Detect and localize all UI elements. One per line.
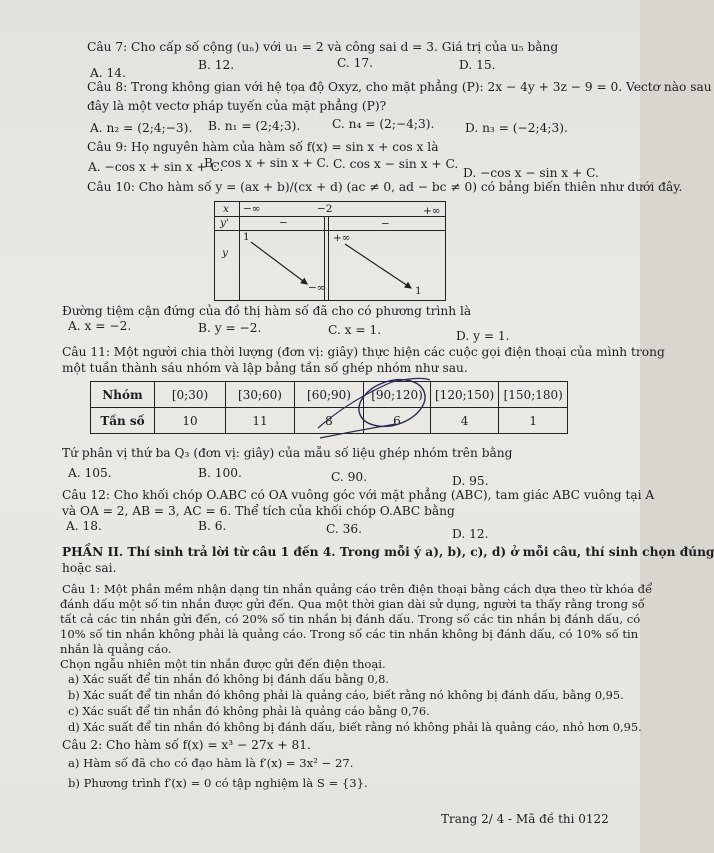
- vt-y-bot-left: −∞: [308, 282, 326, 294]
- vt-arrows: [215, 202, 445, 300]
- table-cell: 11: [226, 408, 295, 434]
- q9-option-c: C. cos x − sin x + C.: [333, 157, 459, 171]
- q7-option-b: B. 12.: [198, 58, 235, 72]
- table-cell: [30;60): [226, 382, 295, 408]
- q11-option-c: C. 90.: [331, 470, 368, 484]
- q12-option-c: C. 36.: [326, 522, 363, 536]
- table-cell: Tần số: [91, 408, 155, 434]
- q10-option-b: B. y = −2.: [198, 321, 262, 335]
- page-footer: Trang 2/ 4 - Mã đề thi 0122: [441, 812, 609, 826]
- table-cell: 1: [499, 408, 568, 434]
- table-row: [91, 382, 568, 408]
- c2-stem: Câu 2: Cho hàm số f(x) = x³ − 27x + 81.: [62, 738, 311, 752]
- q9-option-b: B. cos x + sin x + C.: [204, 156, 330, 170]
- table-cell: [150;180): [499, 382, 568, 408]
- q10-after: Đường tiệm cận đứng của đồ thị hàm số đã cho có phương trình là: [62, 304, 472, 318]
- q8-option-b: B. n₁ = (2;4;3).: [208, 119, 301, 133]
- q8-option-d: D. n₃ = (−2;4;3).: [465, 121, 568, 135]
- table-cell: Nhóm: [91, 382, 155, 408]
- q7-option-a: A. 14.: [90, 66, 126, 80]
- c2-item-a: a) Hàm số đã cho có đạo hàm là f′(x) = 3x² − 27.: [68, 756, 354, 770]
- vt-y-label: y: [222, 247, 228, 259]
- q10-stem: Câu 10: Cho hàm số y = (ax + b)/(cx + d) (ac ≠ 0, ad − bc ≠ 0) có bảng biến thiên như dưới đây.: [87, 180, 683, 194]
- vt-y-bot-right: 1: [415, 285, 422, 297]
- vt-yprime-label: y': [220, 217, 229, 229]
- q12-option-d: D. 12.: [452, 527, 489, 541]
- table-cell: [60;90): [295, 382, 364, 408]
- vt-sign-2: −: [381, 218, 390, 230]
- q11-stem: Câu 11: Một người chia thời lượng (đơn vị: giây) thực hiện các cuộc gọi điện thoại của mình trong: [62, 345, 665, 359]
- q8-stem: Câu 8: Trong không gian với hệ tọa độ Oxyz, cho mặt phẳng (P): 2x − 4y + 3z − 9 = 0. Vectơ nào sau: [87, 80, 712, 94]
- table-cell: [120;150): [431, 382, 499, 408]
- table-cell: 8: [295, 408, 364, 434]
- vt-x-left: −∞: [243, 203, 261, 215]
- q8-option-c: C. n₄ = (2;−4;3).: [332, 117, 435, 131]
- vt-x-right: +∞: [423, 205, 441, 217]
- vt-x-mid: −2: [317, 203, 333, 215]
- q7-option-d: D. 15.: [459, 58, 496, 72]
- q10-option-c: C. x = 1.: [328, 323, 382, 337]
- q7-option-c: C. 17.: [337, 56, 374, 70]
- q9-stem: Câu 9: Họ nguyên hàm của hàm số f(x) = sin x + cos x là: [87, 140, 439, 154]
- vt-y-top-left: 1: [243, 231, 250, 243]
- c1-line-1: Câu 1: Một phần mềm nhận dạng tin nhắn quảng cáo trên điện thoại bằng cách dựa theo từ khóa để: [62, 582, 653, 596]
- c1-line-5: nhắn là quảng cáo.: [60, 642, 172, 656]
- q10-option-a: A. x = −2.: [68, 319, 132, 333]
- q9-option-a: A. −cos x + sin x + C.: [88, 160, 224, 174]
- q12-stem: Câu 12: Cho khối chóp O.ABC có OA vuông góc với mặt phẳng (ABC), tam giác ABC vuông tại A: [62, 488, 655, 502]
- c1-item-c: c) Xác suất để tin nhắn đó không phải là quảng cáo bằng 0,76.: [68, 704, 430, 718]
- table-cell: 10: [155, 408, 226, 434]
- c2-item-b: b) Phương trình f′(x) = 0 có tập nghiệm là S = {3}.: [68, 776, 368, 790]
- q11-option-d: D. 95.: [452, 474, 489, 488]
- c1-line-2: đánh dấu một số tin nhắn được gửi đến. Qua một thời gian dài sử dụng, người ta thấy rằng trong số: [60, 597, 645, 611]
- q12-stem-2: và OA = 2, AB = 3, AC = 6. Thể tích của khối chóp O.ABC bằng: [62, 504, 455, 518]
- vt-y-top-right: +∞: [333, 232, 351, 244]
- q9-option-d: D. −cos x − sin x + C.: [463, 166, 599, 180]
- q8-option-a: A. n₂ = (2;4;−3).: [90, 121, 193, 135]
- q12-option-a: A. 18.: [66, 519, 102, 533]
- part2-heading-2: hoặc sai.: [62, 561, 117, 575]
- q8-stem-2: đây là một vectơ pháp tuyến của mặt phẳng (P)?: [87, 99, 387, 113]
- c1-item-d: d) Xác suất để tin nhắn đó không bị đánh dấu, biết rằng nó không phải là quảng cáo, nhỏ hơn 0,95.: [68, 720, 642, 734]
- c1-line-4: 10% số tin nhắn không phải là quảng cáo. Trong số các tin nhắn không bị đánh dấu, có 10% số tin: [60, 627, 639, 641]
- q11-option-a: A. 105.: [68, 466, 112, 480]
- vt-sign-1: −: [279, 217, 288, 229]
- q11-stem-2: một tuần thành sáu nhóm và lập bảng tần số ghép nhóm như sau.: [62, 361, 468, 375]
- table-cell: [0;30): [155, 382, 226, 408]
- q11-option-b: B. 100.: [198, 466, 242, 480]
- c1-line-6: Chọn ngẫu nhiên một tin nhắn được gửi đến điện thoại.: [60, 657, 386, 671]
- table-cell: [90;120): [364, 382, 431, 408]
- variation-table: [214, 201, 446, 301]
- q11-after: Tứ phân vị thứ ba Q₃ (đơn vị: giây) của mẫu số liệu ghép nhóm trên bằng: [62, 446, 513, 460]
- c1-line-3: tất cả các tin nhắn gửi đến, có 20% số tin nhắn bị đánh dấu. Trong số các tin nhắn bị đánh dấu, có: [60, 612, 641, 626]
- q10-option-d: D. y = 1.: [456, 329, 510, 343]
- q12-option-b: B. 6.: [198, 519, 227, 533]
- c1-item-b: b) Xác suất để tin nhắn đó không phải là quảng cáo, biết rằng nó không bị đánh dấu, bằng 0,95.: [68, 688, 624, 702]
- vt-x-label: x: [223, 203, 229, 215]
- table-row: [91, 408, 568, 434]
- c1-item-a: a) Xác suất để tin nhắn đó không bị đánh dấu bằng 0,8.: [68, 672, 389, 686]
- part2-heading: PHẦN II. Thí sinh trả lời từ câu 1 đến 4. Trong mỗi ý a), b), c), d) ở mỗi câu, thí sinh chọn đúng: [62, 545, 714, 559]
- table-cell: 6: [364, 408, 431, 434]
- q7-stem: Câu 7: Cho cấp số cộng (uₙ) với u₁ = 2 và công sai d = 3. Giá trị của u₅ bằng: [87, 40, 559, 54]
- frequency-table: [90, 381, 568, 434]
- table-cell: 4: [431, 408, 499, 434]
